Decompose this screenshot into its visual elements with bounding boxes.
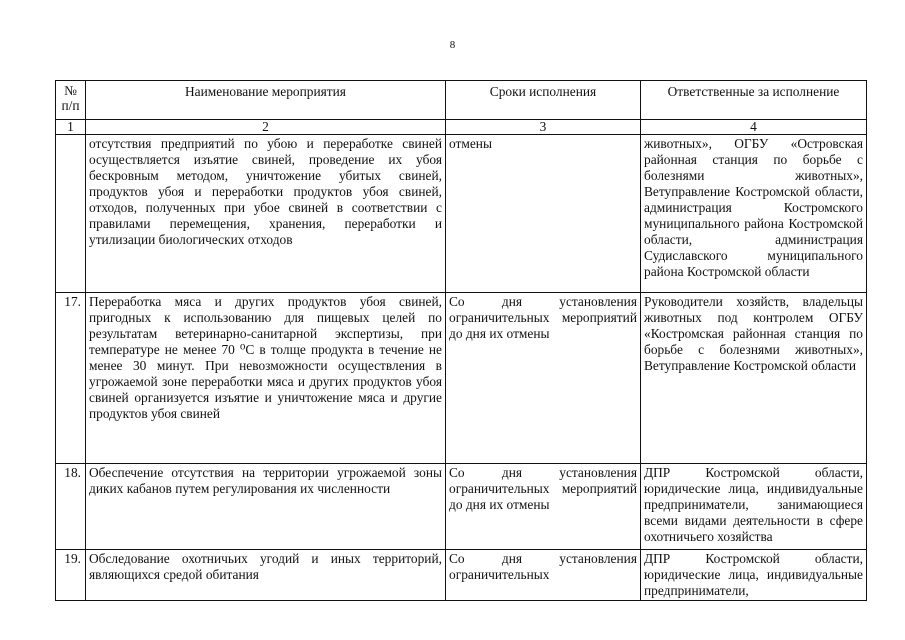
header-name: Наименование мероприятия bbox=[86, 81, 446, 120]
row-number: 17. bbox=[56, 293, 86, 464]
table-row bbox=[56, 135, 867, 293]
header-num: № п/п bbox=[56, 81, 86, 120]
column-index: 2 bbox=[86, 120, 446, 135]
table-header-row bbox=[56, 81, 867, 120]
row-number: 18. bbox=[56, 464, 86, 550]
header-deadline: Сроки исполнения bbox=[446, 81, 641, 120]
table-row bbox=[56, 293, 867, 464]
column-index-row bbox=[56, 120, 867, 135]
measure-responsible: Руководители хозяйств, владельцы животных под контролем ОГБУ «Костромская районная станция по борьбе с болезнями животных», Ветуправление Костромской области bbox=[641, 293, 867, 464]
column-index: 4 bbox=[641, 120, 867, 135]
table-row bbox=[56, 464, 867, 550]
table-row bbox=[56, 550, 867, 601]
row-number bbox=[56, 135, 86, 293]
column-index: 3 bbox=[446, 120, 641, 135]
measure-name: Обеспечение отсутствия на территории угрожаемой зоны диких кабанов путем регулирования их численности bbox=[86, 464, 446, 550]
measure-deadline: Со дня установления ограничительных мероприятий до дня их отмены bbox=[446, 293, 641, 464]
column-index: 1 bbox=[56, 120, 86, 135]
measure-name: отсутствия предприятий по убою и переработке свиней осуществляется изъятие свиней, проведение их убоя бескровным методом, уничтожение убитых свиней, продуктов убоя и переработки продуктов убоя свиней, отходов, полученных при убое свиней в соответствии с правилами перемещения, хранения, переработки и утилизации биологических отходов bbox=[86, 135, 446, 293]
row-number: 19. bbox=[56, 550, 86, 601]
measure-name: Обследование охотничьих угодий и иных территорий, являющихся средой обитания bbox=[86, 550, 446, 601]
measure-deadline: отмены bbox=[446, 135, 641, 293]
page-number: 8 bbox=[449, 39, 456, 51]
measures-table bbox=[55, 80, 867, 601]
measure-deadline: Со дня установления ограничительных bbox=[446, 550, 641, 601]
measure-name: Переработка мяса и других продуктов убоя свиней, пригодных к использованию для пищевых целей по результатам ветеринарно-санитарной экспертизы, при температуре не менее 70 ⁰С в толще продукта в течение не менее 30 минут. При невозможности осуществления в угрожаемой зоне переработки мяса и других продуктов убоя свиней организуется изъятие и уничтожение мяса и другие продуктов убоя свиней bbox=[86, 293, 446, 464]
measure-responsible: ДПР Костромской области, юридические лица, индивидуальные предприниматели, bbox=[641, 550, 867, 601]
measure-responsible: ДПР Костромской области, юридические лица, индивидуальные предприниматели, занимающиеся всеми видами деятельности в сфере охотничьего хозяйства bbox=[641, 464, 867, 550]
measure-responsible: животных», ОГБУ «Островская районная станция по борьбе с болезнями животных», Ветуправление Костромской области, администрация Костромского муниципального района Костромской области, администрация Судиславского муниципального района Костромской области bbox=[641, 135, 867, 293]
measure-deadline: Со дня установления ограничительных мероприятий до дня их отмены bbox=[446, 464, 641, 550]
header-responsible: Ответственные за исполнение bbox=[641, 81, 867, 120]
